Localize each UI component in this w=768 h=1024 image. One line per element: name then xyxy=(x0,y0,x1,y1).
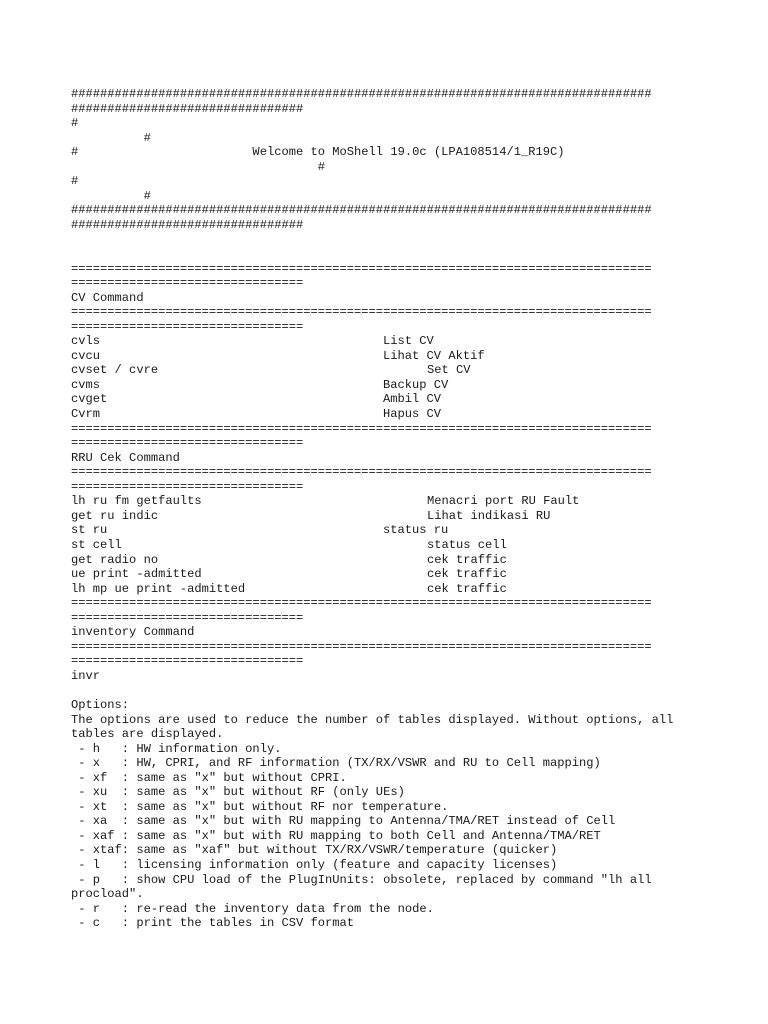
separator-line: ================================================================================ xyxy=(71,421,652,436)
separator-line: ================================================================================ xyxy=(71,596,652,611)
command-name: st cell xyxy=(71,537,122,552)
separator-line: ================================================================================ xyxy=(71,465,652,480)
command-description: status cell xyxy=(427,537,507,552)
option-line: - l : licensing information only (feature and capacity licenses) xyxy=(71,857,558,872)
banner-hash-line: ################################################################################ xyxy=(71,87,652,101)
banner-hash-line: ################################ xyxy=(71,101,304,116)
command-row xyxy=(71,582,711,597)
command-name: lh mp ue print -admitted xyxy=(71,581,246,596)
option-line: - xaf : same as "x" but with RU mapping to both Cell and Antenna/TMA/RET xyxy=(71,828,601,843)
welcome-message: # Welcome to MoShell 19.0c (LPA108514/1_R19C) xyxy=(71,145,565,160)
command-row xyxy=(71,378,711,393)
command-row xyxy=(71,407,711,422)
separator-line: ================================ xyxy=(71,276,304,291)
options-list xyxy=(71,742,711,931)
command-description: Ambil CV xyxy=(383,392,442,407)
command-row xyxy=(71,567,711,582)
command-name: st ru xyxy=(71,523,108,538)
separator-line: ================================ xyxy=(71,654,304,669)
command-name: get radio no xyxy=(71,552,159,567)
option-line: - x : HW, CPRI, and RF information (TX/RX/VSWR and RU to Cell mapping) xyxy=(71,756,601,771)
separator-line: ================================ xyxy=(71,479,304,494)
command-row xyxy=(71,334,711,349)
inventory-command: invr xyxy=(71,668,101,683)
banner-border: # xyxy=(71,159,326,174)
option-line: - p : show CPU load of the PlugInUnits: obsolete, replaced by command "lh all xyxy=(71,872,652,887)
banner-hash-line: ################################################################################ xyxy=(71,203,652,218)
option-line: - c : print the tables in CSV format xyxy=(71,916,355,931)
option-line: procload". xyxy=(71,887,144,902)
command-row xyxy=(71,494,711,509)
command-description: status ru xyxy=(383,523,449,538)
option-line: - xt : same as "x" but without RF nor temperature. xyxy=(71,799,449,814)
command-name: cvset / cvre xyxy=(71,363,159,378)
command-description: cek traffic xyxy=(427,552,507,567)
banner-border: # xyxy=(71,130,151,145)
moshell-document xyxy=(71,87,711,931)
command-name: lh ru fm getfaults xyxy=(71,494,202,509)
command-name: cvget xyxy=(71,392,108,407)
spacer xyxy=(71,683,711,698)
command-description: Lihat CV Aktif xyxy=(383,348,485,363)
separator-line: ================================================================================ xyxy=(71,305,652,320)
rru-command-list xyxy=(71,494,711,596)
command-row xyxy=(71,538,711,553)
section-heading-cv: CV Command xyxy=(71,290,144,305)
separator-line: ================================ xyxy=(71,319,304,334)
separator-line: ================================ xyxy=(71,436,304,451)
cv-command-list xyxy=(71,334,711,421)
command-name: cvls xyxy=(71,334,101,349)
command-description: Backup CV xyxy=(383,377,449,392)
command-name: get ru indic xyxy=(71,508,159,523)
command-description: Lihat indikasi RU xyxy=(427,508,551,523)
command-name: cvcu xyxy=(71,348,101,363)
separator-line: ================================================================================ xyxy=(71,639,652,654)
command-name: Cvrm xyxy=(71,407,101,422)
section-heading-rru: RRU Cek Command xyxy=(71,450,180,465)
option-line: - r : re-read the inventory data from the node. xyxy=(71,901,434,916)
command-row xyxy=(71,509,711,524)
command-description: Hapus CV xyxy=(383,407,442,422)
command-row xyxy=(71,553,711,568)
banner-border: # xyxy=(71,174,79,189)
command-row xyxy=(71,523,711,538)
command-description: cek traffic xyxy=(427,581,507,596)
section-heading-inventory: inventory Command xyxy=(71,625,195,640)
banner-border: # xyxy=(71,188,151,203)
separator-line: ================================================================================ xyxy=(71,261,652,276)
options-intro: The options are used to reduce the number of tables displayed. Without options, all xyxy=(71,712,674,727)
separator-line: ================================ xyxy=(71,610,304,625)
command-name: ue print -admitted xyxy=(71,567,202,582)
command-description: Set CV xyxy=(427,363,471,378)
banner-hash-line: ################################ xyxy=(71,217,304,232)
command-row xyxy=(71,392,711,407)
option-line: - h : HW information only. xyxy=(71,741,282,756)
option-line: - xf : same as "x" but without CPRI. xyxy=(71,770,347,785)
option-line: - xa : same as "x" but with RU mapping to Antenna/TMA/RET instead of Cell xyxy=(71,814,616,829)
options-intro: tables are displayed. xyxy=(71,727,224,742)
command-description: List CV xyxy=(383,334,434,349)
banner-border: # xyxy=(71,116,79,131)
command-description: Menacri port RU Fault xyxy=(427,494,580,509)
spacer xyxy=(71,247,711,262)
command-description: cek traffic xyxy=(427,567,507,582)
options-heading: Options: xyxy=(71,697,130,712)
option-line: - xtaf: same as "xaf" but without TX/RX/VSWR/temperature (quicker) xyxy=(71,843,558,858)
option-line: - xu : same as "x" but without RF (only UEs) xyxy=(71,785,405,800)
command-row xyxy=(71,363,711,378)
command-row xyxy=(71,349,711,364)
spacer xyxy=(71,232,711,247)
command-name: cvms xyxy=(71,377,101,392)
